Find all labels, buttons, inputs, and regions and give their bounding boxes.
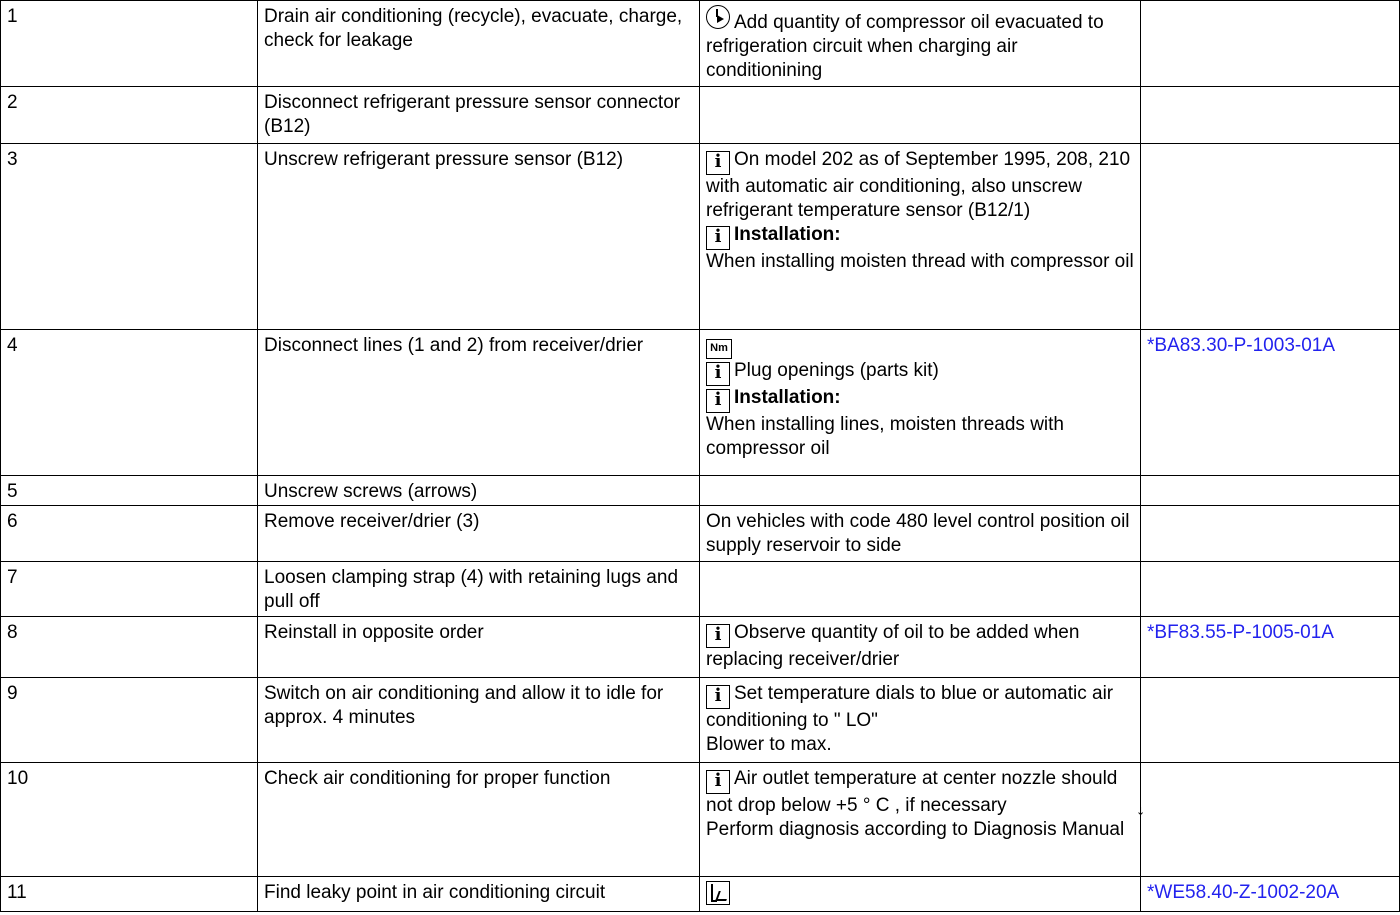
info-icon: i [706, 151, 730, 175]
note-text: Air outlet temperature at center nozzle should not drop below +5 ° C , if necessary [706, 768, 1118, 816]
step-notes [700, 330, 1141, 476]
step-reference [1141, 617, 1400, 678]
step-reference [1141, 330, 1400, 476]
note-line [706, 334, 1137, 359]
note-text: Blower to max. [706, 734, 832, 755]
table-row [1, 877, 1400, 912]
table-row [1, 678, 1400, 763]
step-reference [1141, 877, 1400, 912]
step-number: 2 [1, 87, 258, 144]
note-text: Set temperature dials to blue or automatic air conditioning to " LO" [706, 683, 1114, 731]
info-icon: i [706, 685, 730, 709]
table-row [1, 476, 1400, 506]
step-reference [1141, 476, 1400, 506]
table-row [1, 1, 1400, 87]
table-row [1, 617, 1400, 678]
step-text: Reinstall in opposite order [258, 617, 700, 678]
torque-icon[interactable]: Nm [706, 339, 732, 359]
note-text: Add quantity of compressor oil evacuated to refrigeration circuit when charging air conditionining [706, 12, 1104, 81]
info-icon: i [706, 624, 730, 648]
note-text: When installing lines, moisten threads with compressor oil [706, 414, 1065, 459]
step-text: Unscrew screws (arrows) [258, 476, 700, 506]
step-reference [1141, 144, 1400, 330]
note-line [706, 223, 1137, 250]
reference-link[interactable]: *BF83.55-P-1005-01A [1147, 622, 1334, 643]
info-icon: i [706, 362, 730, 386]
down-arrow-icon: ↓ [1136, 805, 1146, 818]
info-icon: i [706, 389, 730, 413]
table-row [1, 87, 1400, 144]
note-text: When installing moisten thread with compressor oil [706, 251, 1134, 272]
step-number: 7 [1, 562, 258, 617]
step-number: 3 [1, 144, 258, 330]
step-number: 4 [1, 330, 258, 476]
step-notes [700, 1, 1141, 87]
step-notes [700, 87, 1141, 144]
table-row [1, 562, 1400, 617]
note-line [706, 682, 1137, 733]
step-notes [700, 617, 1141, 678]
step-reference [1141, 87, 1400, 144]
step-number: 11 [1, 877, 258, 912]
note-text: Observe quantity of oil to be added when replacing receiver/drier [706, 622, 1080, 670]
step-notes [700, 562, 1141, 617]
step-text: Find leaky point in air conditioning circuit [258, 877, 700, 912]
note-line [706, 148, 1137, 223]
table-row [1, 144, 1400, 330]
step-notes [700, 144, 1141, 330]
step-notes [700, 506, 1141, 562]
step-notes [700, 476, 1141, 506]
leak-test-icon[interactable] [706, 881, 730, 905]
step-reference [1141, 562, 1400, 617]
step-number: 6 [1, 506, 258, 562]
step-text: Loosen clamping strap (4) with retaining lugs and pull off [258, 562, 700, 617]
step-text: Disconnect refrigerant pressure sensor connector (B12) [258, 87, 700, 144]
table-row [1, 506, 1400, 562]
installation-label: Installation: [734, 224, 841, 245]
step-number: 9 [1, 678, 258, 763]
note-line [706, 359, 1137, 386]
step-reference [1141, 506, 1400, 562]
installation-label: Installation: [734, 387, 841, 408]
step-text: Remove receiver/drier (3) [258, 506, 700, 562]
step-number: 1 [1, 1, 258, 87]
step-text: Switch on air conditioning and allow it to idle for approx. 4 minutes [258, 678, 700, 763]
note-text: On model 202 as of September 1995, 208, 210 with automatic air conditioning, also unscrew refrigerant temperature sensor (B12/1) [706, 149, 1131, 221]
step-notes [700, 877, 1141, 912]
clock-icon [706, 5, 730, 29]
note-text: Plug openings (parts kit) [734, 360, 939, 381]
step-text: Drain air conditioning (recycle), evacuate, charge, check for leakage [258, 1, 700, 87]
reference-link[interactable]: *WE58.40-Z-1002-20A [1147, 882, 1340, 903]
step-reference [1141, 678, 1400, 763]
table-row [1, 763, 1400, 877]
step-number: 10 [1, 763, 258, 877]
table-row [1, 330, 1400, 476]
step-number: 5 [1, 476, 258, 506]
reference-link[interactable]: *BA83.30-P-1003-01A [1147, 335, 1336, 356]
note-line [706, 767, 1137, 818]
info-icon: i [706, 226, 730, 250]
step-number: 8 [1, 617, 258, 678]
note-line [706, 386, 1137, 413]
info-icon: i [706, 770, 730, 794]
step-text: Check air conditioning for proper function [258, 763, 700, 877]
step-reference [1141, 1, 1400, 87]
note-text: Perform diagnosis according to Diagnosis Manual [706, 819, 1125, 840]
step-notes [700, 763, 1141, 877]
step-notes [700, 678, 1141, 763]
step-text: Disconnect lines (1 and 2) from receiver/drier [258, 330, 700, 476]
step-text: Unscrew refrigerant pressure sensor (B12) [258, 144, 700, 330]
step-reference [1141, 763, 1400, 877]
note-text: On vehicles with code 480 level control position oil supply reservoir to side [706, 511, 1130, 556]
